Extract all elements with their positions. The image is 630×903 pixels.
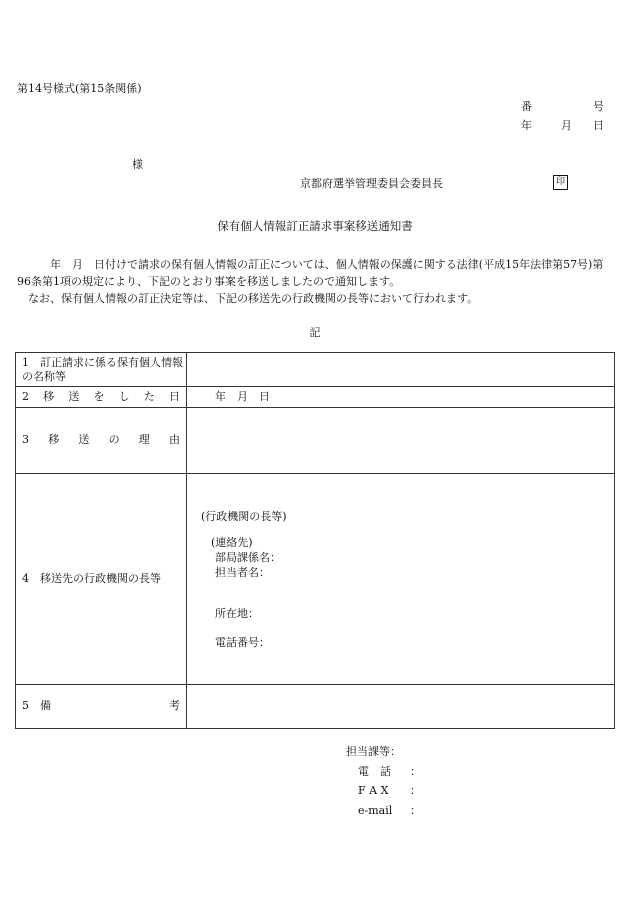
contact-heading: (連絡先) — [211, 536, 253, 549]
agency-head: (行政機関の長等) — [201, 510, 287, 523]
tel-line: 電 話 ： — [358, 764, 421, 778]
date-year: 年 — [521, 119, 532, 132]
record-name-label: 1 訂正請求に係る保有個人情報の名称等 — [16, 353, 187, 387]
table-row — [16, 353, 615, 387]
remarks-label: 5 備 考 — [16, 685, 187, 729]
transfer-date-value: 年 月 日 — [187, 387, 615, 408]
number-label-a: 番 — [521, 100, 532, 113]
transfer-reason-value — [187, 408, 615, 474]
number-label-b: 号 — [593, 100, 604, 113]
seal-mark: 印 — [553, 175, 568, 190]
date-day: 日 — [593, 119, 604, 132]
address-field: 所在地： — [215, 607, 259, 620]
transfer-reason-label: 3 移 送 の 理 由 — [16, 408, 187, 474]
email-line: e-mail ： — [358, 803, 421, 817]
record-name-value — [187, 353, 615, 387]
phone-field: 電話番号： — [215, 636, 270, 649]
form-number: 第14号様式(第15条関係) — [17, 82, 142, 95]
document-title: 保有個人情報訂正請求事案移送通知書 — [217, 219, 413, 233]
notice-body — [17, 256, 617, 307]
ki-heading: 記 — [309, 326, 321, 339]
details-table — [15, 352, 615, 729]
date-month: 月 — [561, 119, 572, 132]
destination-agency-label: 4 移送先の行政機関の長等 — [16, 474, 187, 685]
notice-paragraph-1: 年 月 日付けで請求の保有個人情報の訂正については、個人情報の保護に関する法律(平成15年法律第57号)第96条第1項の規定により、下記のとおり事案を移送しましたので通知します。 — [17, 258, 604, 288]
transfer-date-label: 2 移 送 を し た 日 — [16, 387, 187, 408]
destination-agency-value — [187, 474, 615, 685]
table-row — [16, 387, 615, 408]
remarks-value — [187, 685, 615, 729]
issuer-name: 京都府選挙管理委員会委員長 — [300, 177, 443, 190]
notice-paragraph-2: なお、保有個人情報の訂正決定等は、下記の移送先の行政機関の長等において行われます。 — [17, 292, 479, 305]
table-row — [16, 474, 615, 685]
department-field: 部局課係名： — [215, 551, 281, 564]
person-field: 担当者名： — [215, 566, 270, 579]
addressee-suffix: 様 — [132, 158, 143, 171]
fax-line: F A X ： — [358, 784, 421, 797]
table-row — [16, 685, 615, 729]
charge-line: 担当課等： — [346, 745, 401, 758]
contact-footer — [346, 742, 421, 820]
table-row — [16, 408, 615, 474]
